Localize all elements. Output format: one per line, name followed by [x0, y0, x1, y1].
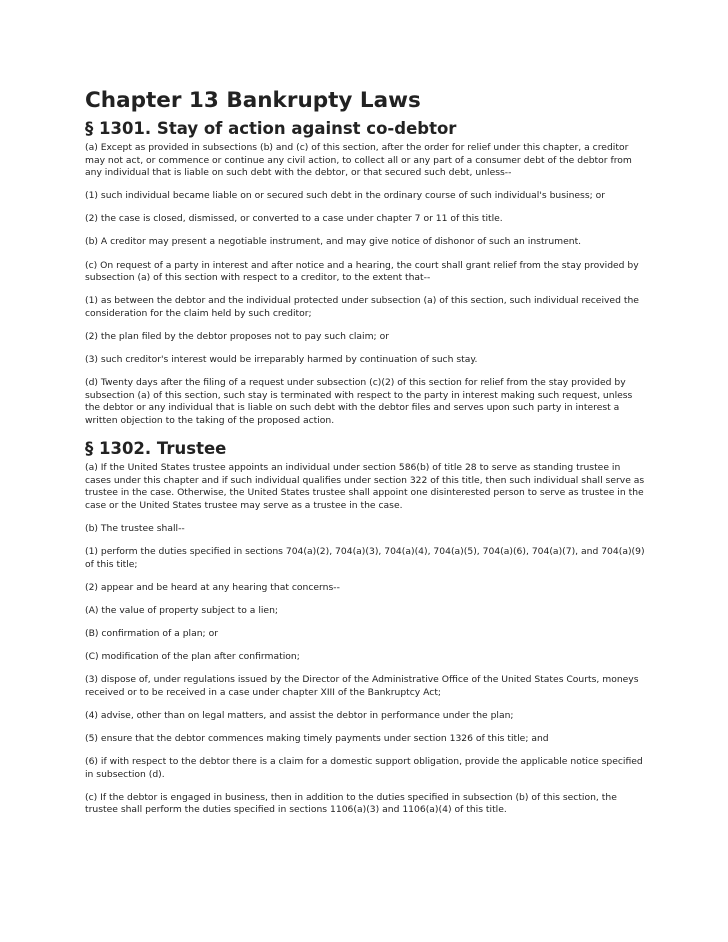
paragraph: (5) ensure that the debtor commences making timely payments under section 1326 of this title; and	[85, 732, 549, 744]
section-1301-body	[85, 142, 645, 428]
paragraph: (1) such individual became liable on or secured such debt in the ordinary course of such individual's business; or	[85, 190, 606, 202]
paragraph: (6) if with respect to the debtor there is a claim for a domestic support obligation, provide the applicable notice specified in subsection (d).	[85, 755, 643, 780]
paragraph: (2) appear and be heard at any hearing that concerns--	[85, 581, 340, 593]
document-page	[85, 86, 645, 827]
paragraph: (3) such creditor's interest would be irreparably harmed by continuation of such stay.	[85, 354, 478, 366]
section-1301-heading: § 1301. Stay of action against co-debtor	[85, 119, 457, 138]
section-1302-body	[85, 462, 645, 817]
paragraph: (A) the value of property subject to a lien;	[85, 604, 279, 616]
paragraph: (1) as between the debtor and the individual protected under subsection (a) of this section, such individual received the consideration for the claim held by such creditor;	[85, 295, 639, 319]
paragraph: (c) On request of a party in interest and after notice and a hearing, the court shall grant relief from the stay provided by subsection (a) of this section with respect to a creditor, to the extent that--	[85, 259, 639, 284]
paragraph: (a) If the United States trustee appoints an individual under section 586(b) of title 28 to serve as standing trustee in cases under this chapter and if such individual qualifies under section 322 of this title, then such individual shall serve as trustee in the case. Otherwise, the United States trustee shall appoint one disinterested person to serve as trustee in the case or the United States trustee may serve as a trustee in the case.	[85, 462, 645, 511]
paragraph: (C) modification of the plan after confirmation;	[85, 650, 300, 662]
paragraph: (d) Twenty days after the filing of a request under subsection (c)(2) of this section for relief from the stay provided by subsection (a) of this section, such stay is terminated with respect to the party in interest making such request, unless the debtor or any individual that is liable on such debt with the debtor files and serves upon such party in interest a written objection to the taking of the proposed action.	[85, 377, 633, 426]
paragraph: (b) The trustee shall--	[85, 522, 185, 534]
paragraph: (c) If the debtor is engaged in business, then in addition to the duties specified in subsection (b) of this section, the trustee shall perform the duties specified in sections 1106(a)(3) and 1106(a)(4) of this title.	[85, 791, 617, 816]
paragraph: (3) dispose of, under regulations issued by the Director of the Administrative Office of the United States Courts, moneys received or to be received in a case under chapter XIII of the Bankruptcy Act;	[85, 674, 639, 698]
section-1302-heading: § 1302. Trustee	[85, 439, 227, 458]
paragraph: (2) the case is closed, dismissed, or converted to a case under chapter 7 or 11 of this title.	[85, 213, 503, 225]
paragraph: (4) advise, other than on legal matters, and assist the debtor in performance under the plan;	[85, 709, 514, 721]
paragraph: (a) Except as provided in subsections (b) and (c) of this section, after the order for relief under this chapter, a creditor may not act, or commence or continue any civil action, to collect all or any part of a consumer debt of the debtor from any individual that is liable on such debt with the debtor, or that secured such debt, unless--	[85, 142, 632, 179]
paragraph: (1) perform the duties specified in sections 704(a)(2), 704(a)(3), 704(a)(4), 704(a)(5), 704(a)(6), 704(a)(7), and 704(a)(9) of this title;	[85, 545, 645, 570]
paragraph: (b) A creditor may present a negotiable instrument, and may give notice of dishonor of such an instrument.	[85, 236, 582, 248]
page-title: Chapter 13 Bankrupty Laws	[85, 88, 421, 113]
paragraph: (B) confirmation of a plan; or	[85, 627, 218, 639]
paragraph: (2) the plan filed by the debtor proposes not to pay such claim; or	[85, 330, 389, 342]
